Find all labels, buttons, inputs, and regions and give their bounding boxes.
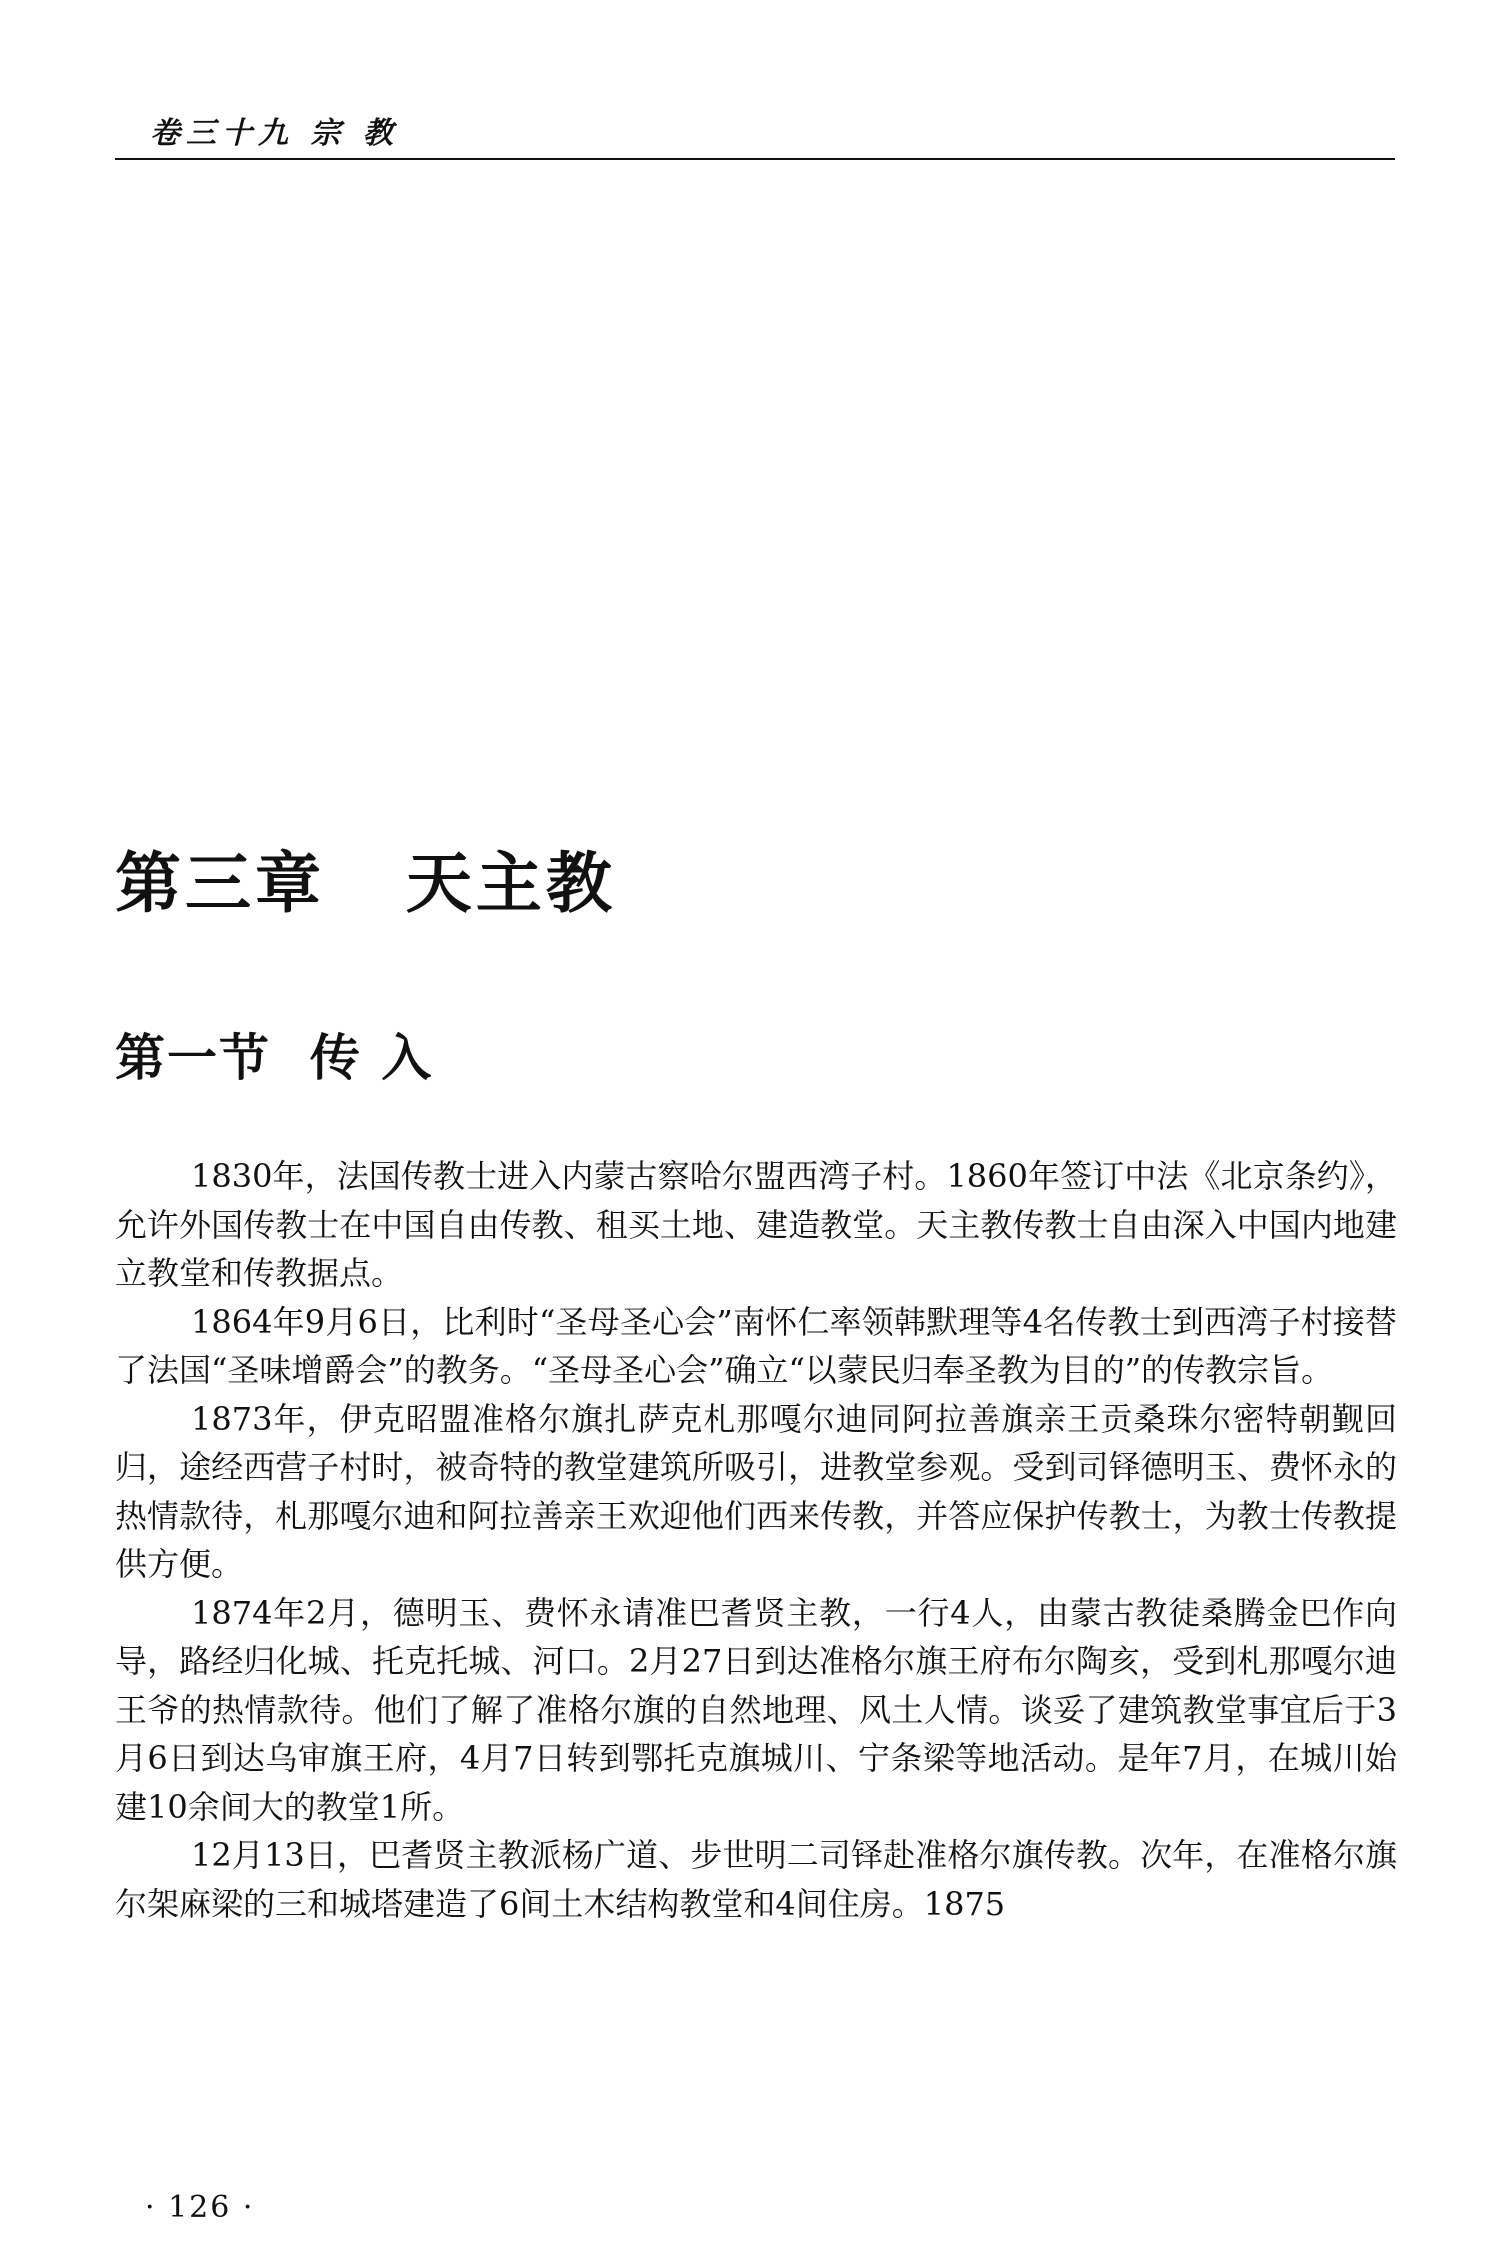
- paragraph: 12月13日，巴耆贤主教派杨广道、步世明二司铎赴准格尔旗传教。次年，在准格尔旗尔架麻梁的三和城塔建造了6间土木结构教堂和4间住房。1875: [115, 1836, 1397, 1923]
- page-number: · 126 ·: [145, 2190, 255, 2225]
- running-head: 卷三十九 宗 教: [150, 116, 399, 151]
- paragraph: 1874年2月，德明玉、费怀永请准巴耆贤主教，一行4人，由蒙古教徒桑腾金巴作向导，路经归化城、托克托城、河口。2月27日到达准格尔旗王府布尔陶亥，受到札那嘎尔迪王爷的热情款待。他们了解了准格尔旗的自然地理、风土人情。谈妥了建筑教堂事宜后于3月6日到达乌审旗王府，4月7日转到鄂托克旗城川、宁条梁等地活动。是年7月，在城川始建10余间大的教堂1所。: [115, 1593, 1397, 1826]
- paragraph: 1873年，伊克昭盟准格尔旗扎萨克札那嘎尔迪同阿拉善旗亲王贡桑珠尔密特朝觐回归，途经西营子村时，被奇特的教堂建筑所吸引，进教堂参观。受到司铎德明玉、费怀永的热情款待，札那嘎尔迪和阿拉善亲王欢迎他们西来传教，并答应保护传教士，为教士传教提供方便。: [115, 1399, 1397, 1583]
- body-text: [115, 1152, 1397, 1928]
- header-rule: [115, 158, 1395, 160]
- chapter-title: 第三章 天主教: [115, 845, 616, 922]
- paragraph: 1864年9月6日，比利时“圣母圣心会”南怀仁率领韩默理等4名传教士到西湾子村接替了法国“圣味增爵会”的教务。“圣母圣心会”确立“以蒙民归奉圣教为目的”的传教宗旨。: [115, 1302, 1397, 1389]
- paragraph: 1830年，法国传教士进入内蒙古察哈尔盟西湾子村。1860年签订中法《北京条约》，允许外国传教士在中国自由传教、租买土地、建造教堂。天主教传教士自由深入中国内地建立教堂和传教据点。: [115, 1157, 1397, 1292]
- section-title: 第一节 传 入: [115, 1028, 434, 1087]
